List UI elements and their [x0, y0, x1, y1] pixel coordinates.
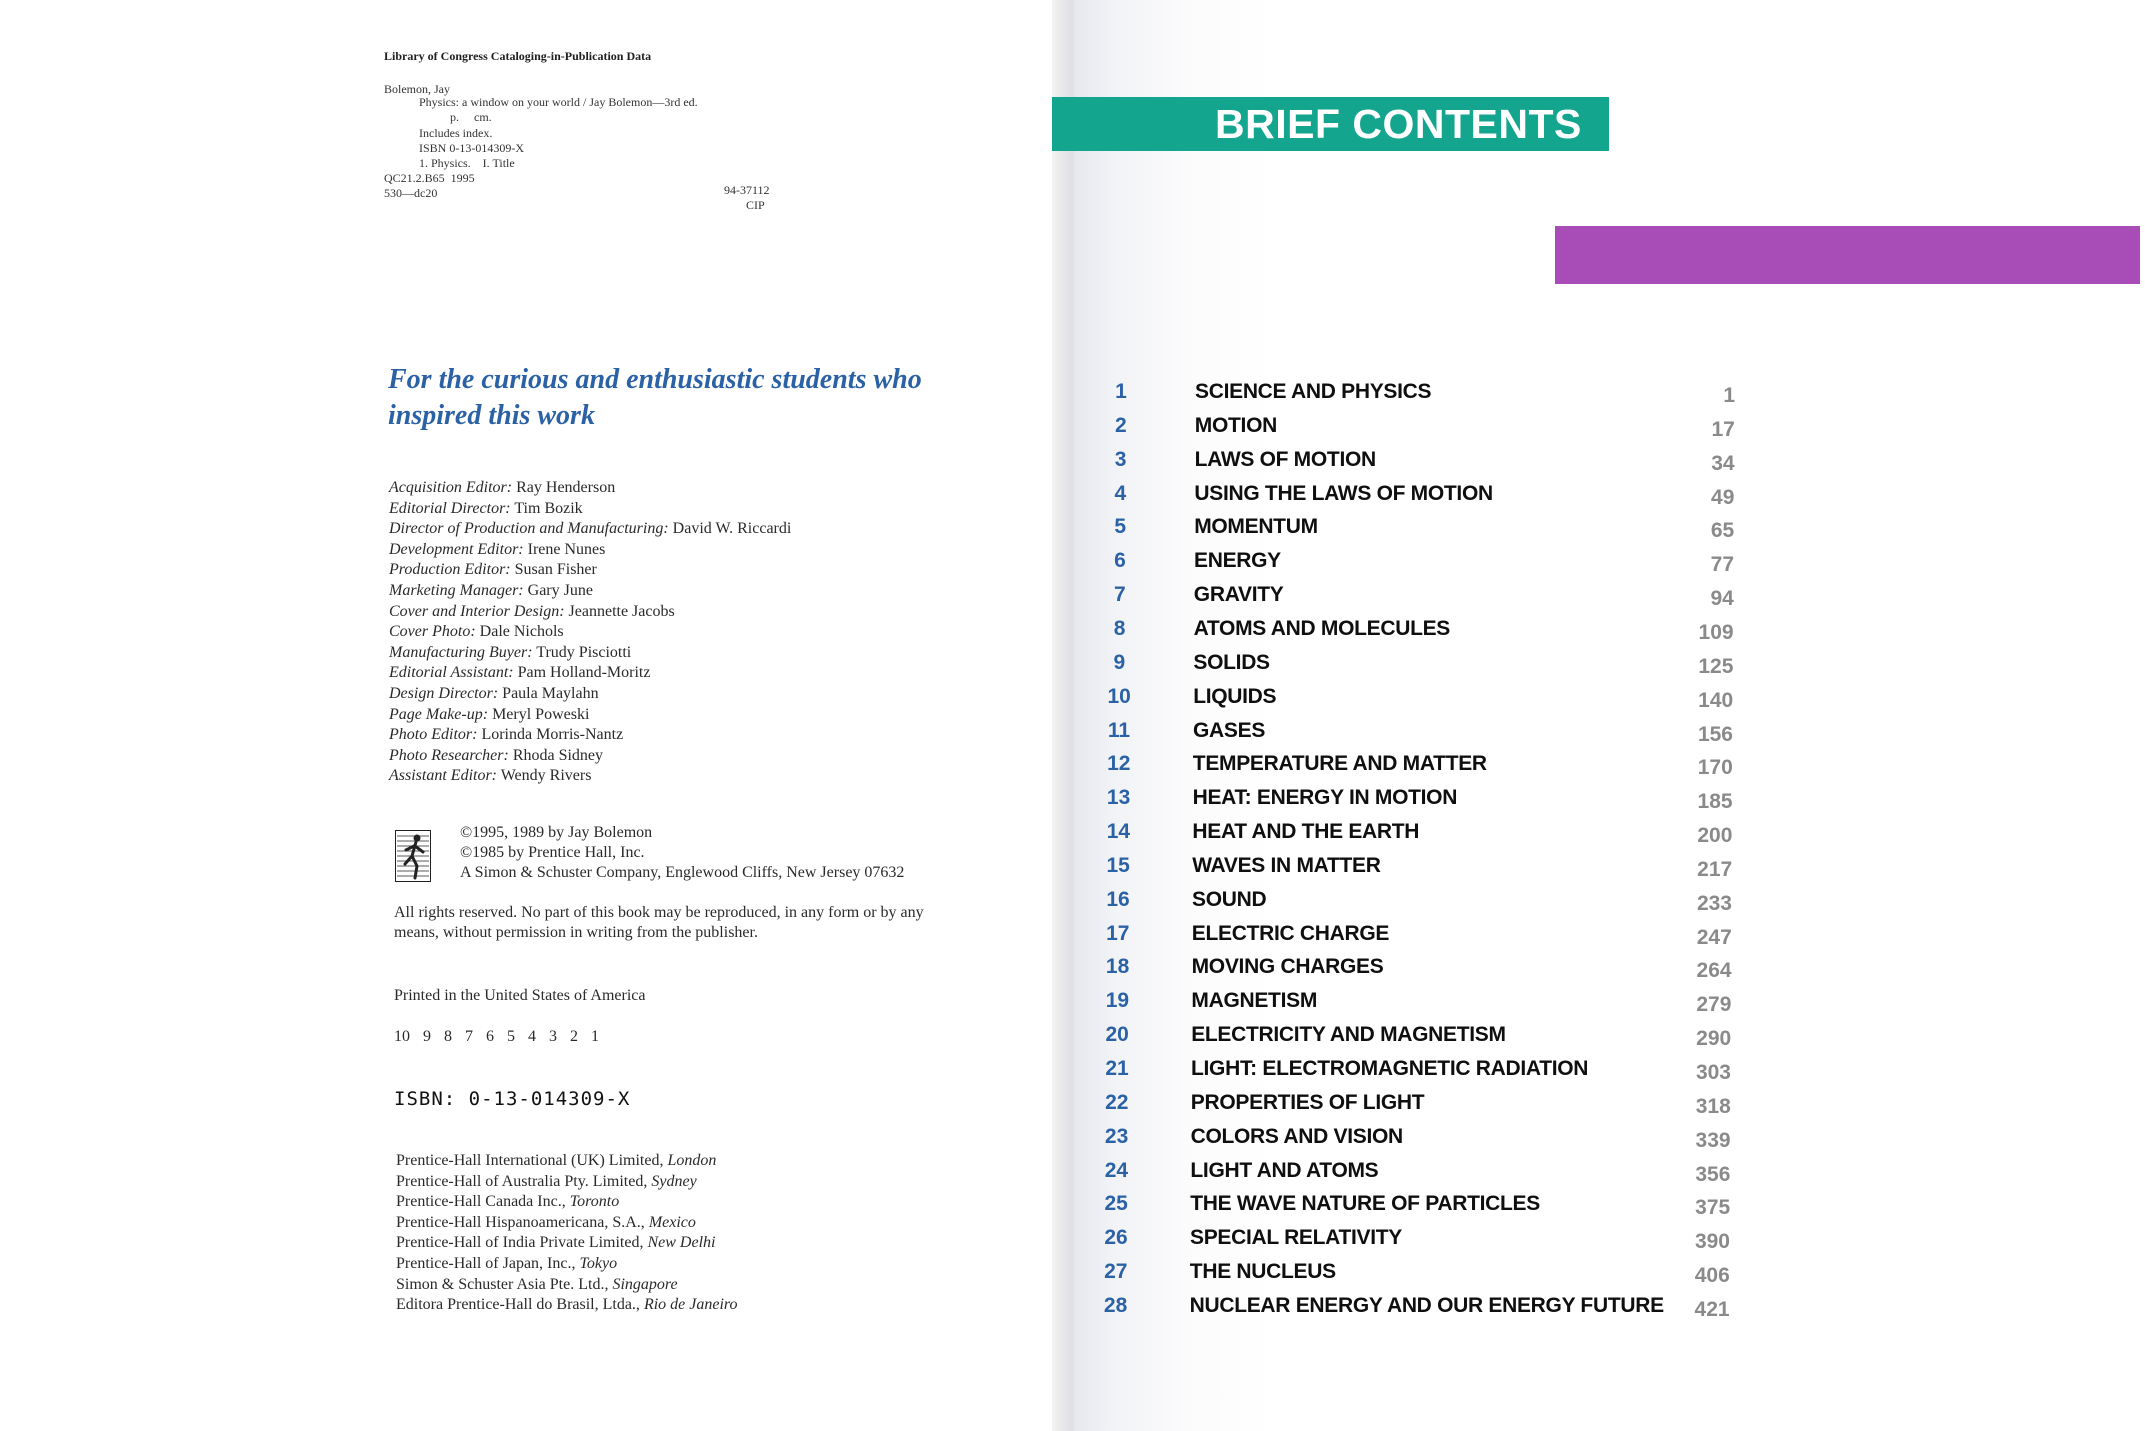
copyright-line-1: ©1995, 1989 by Jay Bolemon — [460, 824, 653, 841]
publisher-row — [396, 1295, 1016, 1316]
copyright-page — [0, 0, 1052, 1431]
dedication: For the curious and enthusiastic students who inspired this work — [388, 364, 922, 431]
credit-row — [389, 643, 1009, 664]
chapter-page: 264 — [1696, 959, 1732, 983]
chapter-number: 23 — [1104, 1124, 1129, 1148]
chapter-page: 200 — [1697, 824, 1733, 848]
chapter-title: LIQUIDS — [1193, 684, 1277, 708]
publisher-name: Editora Prentice-Hall do Brasil, Ltda., — [396, 1296, 640, 1314]
chapter-title: SOUND — [1192, 887, 1267, 911]
credit-name: Rhoda Sidney — [512, 746, 604, 764]
chapter-page: 170 — [1697, 756, 1733, 780]
credit-row — [389, 746, 1009, 767]
chapter-number: 14 — [1106, 820, 1131, 844]
printing-line: 10 9 8 7 6 5 4 3 2 1 — [394, 1028, 599, 1045]
cip-index: Includes index. — [419, 126, 493, 140]
chapter-title: TEMPERATURE AND MATTER — [1192, 752, 1487, 776]
credit-row — [389, 499, 1009, 520]
credit-name: Gary June — [527, 581, 593, 599]
publisher-row — [396, 1192, 1016, 1213]
credit-name: Irene Nunes — [527, 540, 606, 558]
chapter-page: 125 — [1698, 654, 1734, 678]
chapter-title: MAGNETISM — [1191, 989, 1318, 1013]
chapter-title: SPECIAL RELATIVITY — [1190, 1226, 1403, 1250]
credit-row — [389, 581, 1009, 602]
copyright-line-3: A Simon & Schuster Company, Englewood Cliffs, New Jersey 07632 — [460, 864, 905, 881]
contents-heading: BRIEF CONTENTS — [1215, 101, 1582, 147]
credit-name: Susan Fisher — [514, 561, 597, 579]
publisher-row — [396, 1275, 1016, 1296]
credit-row — [389, 766, 1009, 787]
printed-in: Printed in the United States of America — [394, 987, 646, 1004]
copyright-block — [460, 823, 904, 883]
publisher-city: Tokyo — [579, 1254, 618, 1272]
chapter-number: 5 — [1114, 515, 1127, 539]
publisher-name: Prentice-Hall of India Private Limited, — [396, 1234, 644, 1252]
chapter-page: 185 — [1697, 790, 1733, 814]
chapter-title: USING THE LAWS OF MOTION — [1194, 481, 1493, 505]
cip-subjects: 1. Physics. I. Title — [419, 156, 515, 170]
chapter-page: 339 — [1695, 1128, 1731, 1152]
cip-label: CIP — [746, 198, 765, 212]
publisher-name: Prentice-Hall of Australia Pty. Limited, — [396, 1172, 648, 1190]
book-gutter — [1052, 0, 1074, 1431]
rights-statement: All rights reserved. No part of this book may be reproduced, in any form or by any means, without permission in writing from the publisher. — [394, 904, 924, 941]
cip-title: Library of Congress Cataloging-in-Publication Data — [384, 49, 652, 63]
chapter-page: 156 — [1697, 722, 1733, 746]
chapter-title: HEAT: ENERGY IN MOTION — [1192, 786, 1458, 810]
chapter-number: 3 — [1114, 447, 1127, 471]
publisher-city: Singapore — [612, 1275, 678, 1293]
chapter-title: ATOMS AND MOLECULES — [1193, 616, 1451, 640]
publisher-row — [396, 1213, 1016, 1234]
chapter-number: 7 — [1113, 583, 1126, 607]
credit-name: Dale Nichols — [479, 623, 564, 641]
chapter-title: MOVING CHARGES — [1191, 955, 1384, 979]
cip-lc-class: QC21.2.B65 1995 — [384, 171, 475, 185]
chapter-number: 25 — [1104, 1192, 1128, 1216]
chapter-number: 16 — [1106, 887, 1130, 911]
chapter-page: 65 — [1710, 519, 1735, 543]
chapter-title: ELECTRIC CHARGE — [1191, 921, 1390, 945]
chapter-title: THE NUCLEUS — [1189, 1260, 1336, 1284]
chapter-title: ENERGY — [1194, 549, 1281, 573]
credit-row — [389, 478, 1009, 499]
credit-row — [389, 519, 1009, 540]
chapter-page: 233 — [1696, 891, 1732, 915]
chapter-number: 8 — [1113, 616, 1126, 640]
chapter-page: 217 — [1697, 857, 1733, 881]
chapter-number: 10 — [1107, 684, 1131, 708]
chapter-page: 94 — [1710, 587, 1734, 611]
publisher-name: Prentice-Hall Hispanoamericana, S.A., — [396, 1213, 645, 1231]
cip-author: Bolemon, Jay — [384, 82, 450, 96]
credit-role: Editorial Assistant: — [389, 664, 514, 682]
publisher-city: Toronto — [569, 1193, 620, 1211]
chapter-title: SCIENCE AND PHYSICS — [1195, 380, 1432, 403]
chapter-page: 290 — [1696, 1027, 1732, 1051]
chapter-title: PROPERTIES OF LIGHT — [1190, 1090, 1425, 1114]
publisher-name: Simon & Schuster Asia Pte. Ltd., — [396, 1275, 609, 1293]
chapter-title: THE WAVE NATURE OF PARTICLES — [1190, 1192, 1540, 1216]
chapter-number: 6 — [1114, 549, 1126, 573]
chapter-number: 2 — [1114, 413, 1127, 437]
chapter-number: 28 — [1103, 1293, 1128, 1317]
chapter-number: 27 — [1104, 1260, 1128, 1284]
cip-isbn: ISBN 0-13-014309-X — [419, 141, 524, 155]
chapter-page: 49 — [1711, 485, 1735, 509]
credit-row — [389, 725, 1009, 746]
chapter-title: LAWS OF MOTION — [1194, 447, 1376, 471]
chapter-page: 406 — [1694, 1264, 1730, 1288]
chapter-number: 11 — [1107, 718, 1131, 742]
chapter-title: MOTION — [1194, 413, 1277, 437]
chapter-number: 26 — [1104, 1226, 1128, 1250]
chapter-page: 390 — [1694, 1230, 1730, 1254]
publisher-city: London — [667, 1152, 717, 1169]
cip-pages: p. cm. — [450, 110, 492, 124]
credit-role: Assistant Editor: — [389, 767, 498, 785]
publisher-row — [396, 1254, 1016, 1275]
chapter-page: 77 — [1710, 553, 1734, 577]
chapter-number: 18 — [1105, 955, 1130, 979]
credit-role: Photo Editor: — [389, 726, 478, 744]
publisher-city: Rio de Janeiro — [643, 1296, 738, 1314]
publisher-city: Sydney — [651, 1172, 697, 1190]
chapter-number: 13 — [1106, 786, 1131, 810]
cip-lccn: 94-37112 — [724, 183, 770, 197]
credit-role: Marketing Manager: — [389, 581, 524, 599]
publisher-name: Prentice-Hall of Japan, Inc., — [396, 1254, 576, 1272]
credit-role: Design Director: — [389, 684, 499, 702]
publisher-logo-icon — [395, 830, 431, 882]
chapter-number: 4 — [1114, 481, 1127, 505]
chapter-title: HEAT AND THE EARTH — [1192, 820, 1420, 844]
chapter-page: 375 — [1695, 1196, 1731, 1220]
copyright-line-2: ©1985 by Prentice Hall, Inc. — [460, 844, 645, 861]
credit-role: Director of Production and Manufacturing: — [389, 520, 669, 538]
chapter-title: COLORS AND VISION — [1190, 1124, 1403, 1148]
chapter-page: 247 — [1696, 925, 1732, 949]
credit-row — [389, 540, 1009, 561]
credit-name: Tim Bozik — [514, 499, 583, 517]
credit-name: Pam Holland-Moritz — [517, 664, 651, 682]
chapter-title: GASES — [1193, 718, 1266, 742]
chapter-number: 22 — [1105, 1090, 1129, 1114]
chapter-page: 356 — [1695, 1162, 1731, 1186]
credit-row — [389, 663, 1009, 684]
chapter-number: 12 — [1107, 752, 1131, 776]
chapter-page: 303 — [1695, 1061, 1731, 1084]
publisher-name: Prentice-Hall Canada Inc., — [396, 1193, 566, 1211]
credit-name: Jeannette Jacobs — [568, 602, 675, 620]
credit-role: Production Editor: — [389, 561, 511, 579]
chapter-title: SOLIDS — [1193, 650, 1270, 674]
credits-list — [389, 478, 1009, 787]
chapter-number: 9 — [1113, 650, 1126, 674]
credit-name: Meryl Poweski — [492, 705, 590, 723]
chapter-page: 318 — [1695, 1094, 1731, 1118]
credit-name: Lorinda Morris-Nantz — [481, 726, 624, 744]
chapter-number: 20 — [1105, 1023, 1129, 1047]
credit-row — [389, 560, 1009, 581]
publisher-list — [396, 1151, 1016, 1316]
credit-role: Page Make-up: — [389, 705, 489, 723]
credit-row — [389, 705, 1009, 726]
chapter-page: 109 — [1698, 620, 1734, 644]
credit-role: Cover and Interior Design: — [389, 602, 565, 620]
chapter-number: 15 — [1106, 853, 1130, 877]
chapter-page: 140 — [1698, 688, 1734, 712]
credit-row — [389, 684, 1009, 705]
credit-role: Editorial Director: — [389, 499, 511, 517]
cip-book: Physics: a window on your world / Jay Bolemon—3rd ed. — [419, 95, 698, 109]
credit-name: Paula Maylahn — [502, 684, 599, 702]
credit-row — [389, 602, 1009, 623]
cip-dewey: 530—dc20 — [384, 186, 438, 200]
chapter-title: MOMENTUM — [1194, 515, 1318, 539]
credit-name: David W. Riccardi — [672, 520, 792, 538]
chapter-page: 17 — [1711, 417, 1735, 441]
credit-row — [389, 622, 1009, 643]
credit-role: Cover Photo: — [389, 623, 476, 641]
chapter-page: 279 — [1696, 993, 1732, 1017]
credit-name: Ray Henderson — [516, 479, 616, 496]
chapter-page: 1 — [1723, 384, 1735, 407]
chapter-title: NUCLEAR ENERGY AND OUR ENERGY FUTURE — [1189, 1293, 1664, 1317]
chapter-number: 1 — [1115, 380, 1127, 403]
credit-name: Trudy Pisciotti — [536, 643, 632, 661]
chapter-number: 17 — [1106, 921, 1130, 945]
chapter-title: GRAVITY — [1193, 583, 1284, 607]
chapter-title: ELECTRICITY AND MAGNETISM — [1191, 1023, 1506, 1047]
isbn-barcode-text: ISBN: 0-13-014309-X — [394, 1088, 631, 1110]
publisher-row — [396, 1233, 1016, 1254]
publisher-city: Mexico — [648, 1213, 696, 1231]
chapter-number: 21 — [1105, 1057, 1129, 1080]
chapter-title: LIGHT AND ATOMS — [1190, 1158, 1379, 1182]
decorative-purple-band — [1555, 226, 2140, 284]
credit-role: Acquisition Editor: — [389, 479, 513, 496]
chapter-number: 19 — [1105, 989, 1130, 1013]
chapter-number: 24 — [1104, 1158, 1129, 1182]
credit-role: Photo Researcher: — [389, 746, 509, 764]
credit-name: Wendy Rivers — [500, 767, 592, 785]
publisher-name: Prentice-Hall International (UK) Limited, — [396, 1152, 664, 1169]
chapter-title: WAVES IN MATTER — [1192, 853, 1381, 877]
chapter-title: LIGHT: ELECTROMAGNETIC RADIATION — [1191, 1057, 1589, 1080]
publisher-row — [396, 1151, 1016, 1172]
credit-role: Development Editor: — [389, 540, 524, 558]
chapter-page: 34 — [1711, 451, 1735, 475]
publisher-row — [396, 1172, 1016, 1193]
chapter-page: 421 — [1694, 1297, 1730, 1321]
credit-role: Manufacturing Buyer: — [389, 643, 533, 661]
publisher-city: New Delhi — [647, 1234, 716, 1252]
